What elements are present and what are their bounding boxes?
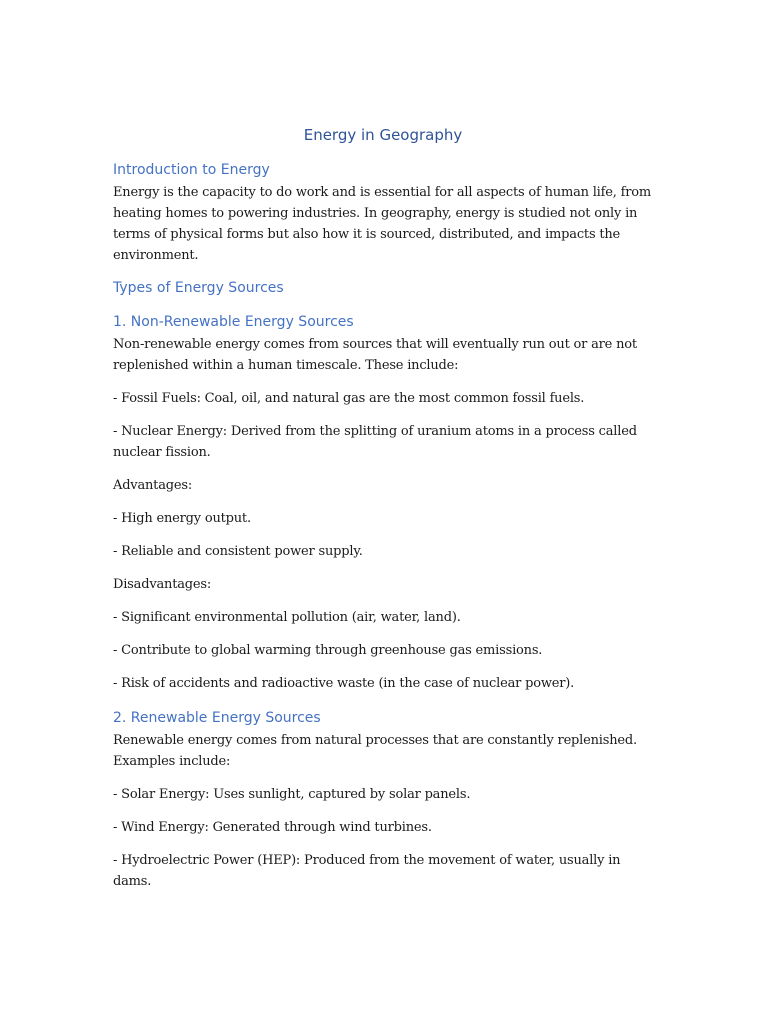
list-item-disadvantage-1: - Significant environmental pollution (air, water, land). [113,610,461,625]
list-item-fossil-fuels: - Fossil Fuels: Coal, oil, and natural gas are the most common fossil fuels. [113,391,585,406]
document-title: Energy in Geography [303,126,463,144]
paragraph-non-renewable-intro: Non-renewable energy comes from sources that will eventually run out or are not replenished within a human timescale. These include: [113,337,637,373]
document-body [113,124,653,904]
heading-non-renewable: 1. Non-Renewable Energy Sources [113,314,354,330]
label-disadvantages: Disadvantages: [113,577,212,592]
list-item-hydroelectric-power: - Hydroelectric Power (HEP): Produced from the movement of water, usually in dams. [113,853,621,889]
list-item-advantage-1: - High energy output. [113,511,251,526]
label-advantages: Advantages: [113,478,193,493]
list-item-solar-energy: - Solar Energy: Uses sunlight, captured by solar panels. [113,787,471,802]
list-item-advantage-2: - Reliable and consistent power supply. [113,544,363,559]
paragraph-renewable-intro: Renewable energy comes from natural processes that are constantly replenished. Examples include: [113,733,637,769]
heading-types-of-energy: Types of Energy Sources [113,280,284,296]
list-item-nuclear-energy: - Nuclear Energy: Derived from the splitting of uranium atoms in a process called nuclear fission. [113,424,637,460]
heading-introduction: Introduction to Energy [113,162,270,178]
list-item-disadvantage-2: - Contribute to global warming through greenhouse gas emissions. [113,643,543,658]
paragraph-introduction: Energy is the capacity to do work and is essential for all aspects of human life, from heating homes to powering industries. In geography, energy is studied not only in terms of physical forms but also how it is sourced, distributed, and impacts the environment. [113,185,651,263]
heading-renewable: 2. Renewable Energy Sources [113,710,321,726]
list-item-disadvantage-3: - Risk of accidents and radioactive waste (in the case of nuclear power). [113,676,575,691]
list-item-wind-energy: - Wind Energy: Generated through wind turbines. [113,820,432,835]
